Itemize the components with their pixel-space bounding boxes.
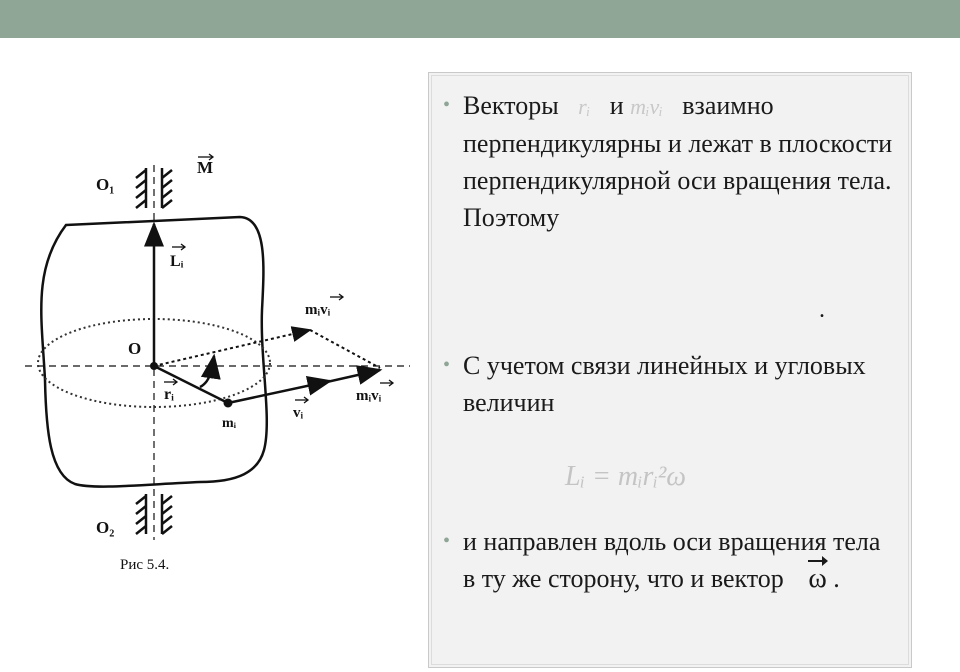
p1-word-vectors: Векторы <box>463 91 559 120</box>
figure-caption: Рис 5.4. <box>120 557 170 573</box>
p1-mutually: взаимно <box>682 91 774 120</box>
momentum-dotted-down <box>310 330 380 368</box>
momentum-dotted <box>154 330 310 366</box>
label-mv-top: mᵢvᵢ <box>305 302 331 318</box>
label-m-torque: M <box>197 158 214 177</box>
rotation-arrow <box>200 356 214 387</box>
p1-period: . <box>819 297 825 323</box>
momentum-vector-right <box>318 370 380 384</box>
paragraph-1 <box>443 87 893 236</box>
p1-and: и <box>609 91 624 120</box>
bullet: • <box>443 354 451 376</box>
symbol-mv: mᵢvᵢ <box>630 94 663 119</box>
origin-point <box>150 362 158 370</box>
label-mv-right: mᵢvᵢ <box>356 388 382 404</box>
label-v: vᵢ <box>293 405 304 421</box>
paragraph-3 <box>443 523 893 597</box>
bullet: • <box>443 530 451 552</box>
omega-vector: ω <box>808 560 826 597</box>
p1-body: перпендикулярны и лежат в плоскости перпендикулярной оси вращения тела. Поэтому <box>463 129 893 232</box>
label-m-mass: mᵢ <box>222 416 237 431</box>
text-panel <box>428 72 912 668</box>
paragraph-2 <box>443 347 893 421</box>
p3-text: и направлен вдоль оси вращения тела в ту же сторону, что и вектор <box>463 527 881 593</box>
p2-text: С учетом связи линейных и угловых величин <box>463 351 866 417</box>
diagram-svg <box>0 120 420 590</box>
p3-period: . <box>833 564 840 593</box>
label-r-text: rᵢ <box>164 386 174 403</box>
formula: Lᵢ = mᵢrᵢ²ω <box>565 461 687 492</box>
label-o1: O₁ <box>96 175 115 194</box>
mass-point <box>224 399 233 408</box>
bullet: • <box>443 94 451 116</box>
rotation-diagram <box>0 120 420 590</box>
symbol-r: rᵢ <box>578 94 591 119</box>
label-l: Lᵢ <box>170 253 184 270</box>
label-o: O <box>128 339 142 358</box>
top-bar <box>0 0 960 38</box>
label-o2: O₂ <box>96 518 115 537</box>
